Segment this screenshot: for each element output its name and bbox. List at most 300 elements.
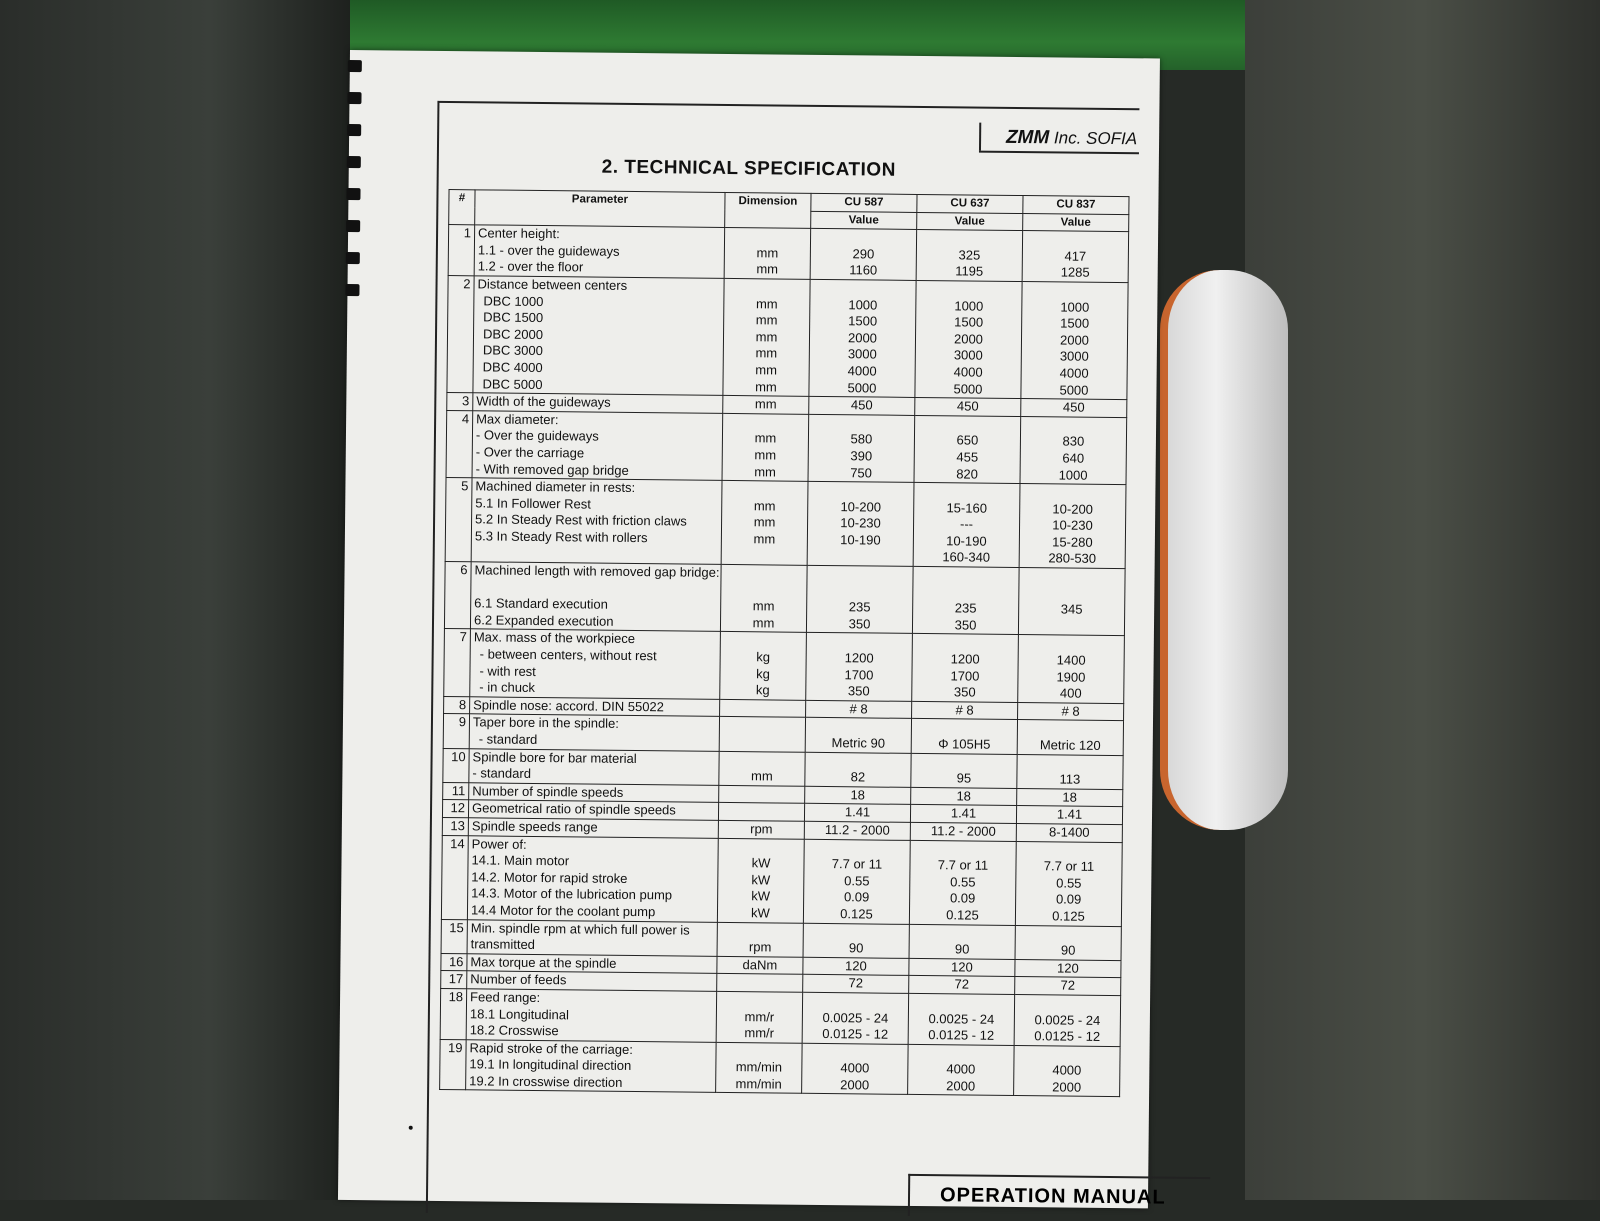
value-line: [808, 752, 907, 770]
value-line: [1025, 282, 1124, 300]
manual-page: [338, 50, 1166, 1209]
parameter-line: DBC 4000: [482, 359, 543, 375]
value-line: 10-190: [840, 532, 881, 548]
value-line: 1000: [1060, 299, 1090, 315]
value-cell: [915, 280, 1022, 398]
value-line: 1500: [1060, 315, 1090, 331]
row-number: 13: [442, 817, 468, 835]
table-row: [448, 225, 1128, 283]
row-number: 6: [444, 562, 471, 630]
value-line: 4000: [1052, 1062, 1082, 1078]
value-cell: [912, 634, 1019, 702]
value-line: [812, 415, 911, 433]
value-line: 345: [1060, 601, 1083, 617]
row-number: 10: [443, 748, 469, 782]
parameter-cell: [472, 411, 723, 481]
dimension-line: kW: [751, 905, 770, 921]
parameter-line: Width of the guideways: [476, 393, 611, 410]
value-line: 90: [954, 941, 970, 957]
value-cell: [1019, 484, 1126, 569]
dimension-line: mm: [754, 430, 777, 446]
value-line: 1000: [954, 297, 984, 314]
value-line: [915, 719, 1014, 737]
dimension-line: mm: [755, 312, 778, 328]
value-line: [811, 548, 910, 566]
value-cell: [805, 718, 911, 753]
table-row: [445, 478, 1126, 569]
dimension-cell: [718, 803, 804, 821]
dimension-line: mm/r: [744, 1025, 775, 1041]
value-line: 15-160: [946, 499, 988, 516]
value-line: 8-1400: [1049, 824, 1090, 840]
value-line: 235: [954, 600, 977, 616]
row-number: 18: [440, 988, 467, 1039]
parameter-line: Machined diameter in rests:: [475, 478, 636, 496]
row-number: 4: [446, 410, 473, 478]
row-number: 2: [447, 276, 474, 393]
footer-box: [908, 1174, 1210, 1219]
dimension-line: kW: [751, 855, 771, 871]
value-cell: [910, 805, 1016, 824]
parameter-cell: [468, 818, 718, 838]
value-line: 450: [850, 397, 873, 413]
table-row: [440, 988, 1120, 1046]
table-row: [440, 1039, 1120, 1097]
value-line: 750: [850, 464, 873, 480]
value-line: 0.0025 - 24: [928, 1010, 995, 1027]
value-line: 160-340: [942, 549, 991, 566]
parameter-cell: [473, 276, 724, 396]
parameter-line: Number of feeds: [470, 971, 567, 988]
parameter-line: - standard: [478, 731, 538, 747]
value-line: 1200: [844, 650, 874, 666]
value-cell: [806, 700, 912, 719]
value-cell: [802, 992, 909, 1044]
dimension-line: kg: [755, 682, 770, 698]
dimension-line: [723, 700, 802, 717]
parameter-line: 1.1 - over the guideways: [477, 242, 620, 259]
value-line: 10-230: [1052, 517, 1093, 534]
dimension-line: [722, 838, 801, 855]
dimension-line: [725, 481, 804, 498]
row-number: 7: [444, 629, 471, 697]
dimension-line: [722, 786, 801, 803]
value-line: 450: [1062, 399, 1085, 415]
value-line: [807, 923, 906, 941]
value-line: 0.55: [1056, 875, 1082, 891]
dimension-cell: [724, 228, 811, 280]
value-line: 2000: [1059, 332, 1090, 348]
parameter-line: Center height:: [478, 225, 560, 242]
value-line: 90: [1060, 942, 1076, 958]
value-line: [1022, 568, 1121, 586]
value-line: [808, 839, 907, 857]
parameter-line: Spindle nose: accord. DIN 55022: [473, 697, 665, 715]
value-line: 10-190: [946, 533, 987, 549]
parameter-cell: [473, 393, 723, 413]
value-line: [1019, 926, 1118, 944]
value-cell: [1015, 977, 1121, 996]
value-cell: [1014, 1045, 1121, 1097]
value-line: 455: [956, 449, 979, 465]
value-cell: [915, 398, 1021, 417]
header-parameter: Parameter: [475, 190, 725, 228]
dimension-line: mm: [752, 598, 775, 614]
value-line: 18: [956, 788, 972, 804]
value-line: 350: [953, 684, 976, 700]
value-cell: [1017, 788, 1123, 807]
value-line: [810, 633, 909, 651]
value-line: 11.2 - 2000: [930, 823, 996, 839]
parameter-line: - standard: [472, 765, 532, 782]
value-line: 4000: [1059, 365, 1089, 381]
dimension-cell: [717, 922, 803, 957]
value-cell: [909, 958, 1015, 977]
value-line: 0.09: [1055, 891, 1082, 908]
header-num: #: [449, 190, 475, 225]
value-line: 0.09: [843, 889, 870, 905]
value-line: 0.125: [946, 907, 979, 923]
dimension-line: mm: [753, 514, 776, 530]
dimension-line: [723, 734, 802, 751]
dimension-cell: [716, 1042, 803, 1094]
value-line: 90: [848, 940, 864, 956]
row-number: 12: [442, 800, 468, 818]
dimension-line: mm/min: [735, 1059, 783, 1075]
value-line: [1022, 618, 1121, 636]
dimension-line: [727, 279, 806, 296]
value-line: [805, 1044, 904, 1062]
dimension-line: kW: [751, 888, 771, 904]
value-line: 350: [954, 617, 977, 633]
spec-table: [439, 189, 1129, 1098]
value-line: 4000: [840, 1060, 870, 1076]
value-cell: [912, 566, 1019, 634]
value-line: 72: [954, 976, 970, 992]
dimension-line: mm: [755, 295, 778, 312]
value-line: 0.0025 - 24: [822, 1009, 889, 1026]
value-line: [811, 482, 910, 500]
value-line: Metric 120: [1039, 737, 1101, 753]
value-line: 113: [1059, 771, 1081, 787]
parameter-line: 1.2 - over the floor: [477, 258, 584, 275]
spec-table-body: [440, 225, 1129, 1097]
value-cell: [806, 565, 913, 633]
dimension-cell: [719, 717, 805, 752]
value-line: 0.125: [1052, 908, 1085, 924]
value-cell: [803, 839, 910, 924]
value-cell: [1015, 959, 1121, 978]
parameter-line: 6.1 Standard execution: [474, 595, 609, 612]
value-cell: [803, 957, 909, 976]
value-line: 325: [958, 247, 981, 263]
parameter-line: Geometrical ratio of spindle speeds: [471, 800, 676, 818]
value-cell: [1015, 925, 1121, 960]
dimension-cell: [717, 974, 803, 992]
parameter-line: transmitted: [470, 936, 536, 953]
parameter-cell: [467, 835, 718, 922]
value-cell: [913, 483, 1020, 568]
dimension-line: mm: [752, 615, 775, 631]
value-cell: [809, 279, 916, 397]
dimension-line: [725, 547, 804, 564]
dimension-line: mm: [756, 261, 779, 277]
value-line: 0.0125 - 12: [822, 1026, 889, 1042]
parameter-line: - with rest: [479, 663, 536, 679]
parameter-line: Rapid stroke of the carriage:: [469, 1039, 633, 1057]
value-line: [914, 841, 1013, 859]
dimension-line: [728, 228, 807, 245]
parameter-line: 18.2 Crosswise: [469, 1022, 559, 1039]
value-cell: [1017, 754, 1123, 789]
value-line: 15-280: [1052, 534, 1093, 550]
value-cell: [1017, 720, 1123, 755]
table-row: [447, 276, 1128, 400]
value-line: [806, 993, 905, 1011]
parameter-line: Max diameter:: [476, 411, 559, 427]
dimension-line: mm: [754, 447, 777, 463]
parameter-cell: [469, 714, 719, 751]
value-line: 820: [956, 465, 979, 482]
parameter-line: Power of:: [471, 835, 527, 852]
value-line: # 8: [1061, 703, 1080, 719]
dimension-line: [723, 752, 802, 769]
value-cell: [1015, 841, 1122, 926]
value-line: 10-200: [840, 498, 882, 515]
dimension-cell: [720, 699, 806, 717]
value-line: 350: [847, 683, 870, 699]
table-row: [446, 410, 1127, 484]
parameter-line: DBC 5000: [482, 375, 543, 392]
binding-ring: [347, 92, 361, 104]
dimension-cell: [720, 564, 807, 632]
dimension-cell: [717, 838, 804, 923]
value-cell: [810, 229, 917, 281]
value-line: 3000: [953, 347, 983, 363]
dimension-cell: [717, 956, 803, 974]
parameter-cell: [470, 562, 721, 632]
row-number: 9: [443, 714, 469, 748]
value-line: 0.0125 - 12: [928, 1027, 995, 1043]
company-brand: [1006, 127, 1137, 150]
parameter-line: - Over the carriage: [475, 444, 585, 461]
value-line: 1.41: [950, 805, 977, 821]
value-cell: [803, 975, 909, 994]
dimension-cell: [723, 396, 809, 414]
value-line: 1700: [844, 666, 874, 683]
value-line: 7.7 or 11: [937, 857, 989, 873]
dimension-cell: [716, 991, 803, 1043]
row-number: 19: [440, 1039, 467, 1090]
value-line: [1021, 720, 1120, 738]
binding-ring: [346, 252, 360, 264]
value-cell: [909, 840, 1016, 925]
value-cell: [1020, 416, 1127, 484]
row-number: 11: [443, 782, 469, 800]
value-line: [911, 1045, 1010, 1063]
brand-rest: Inc. SOFIA: [1049, 128, 1138, 149]
value-line: 5000: [1059, 381, 1089, 398]
value-line: 2000: [847, 329, 878, 346]
dimension-line: [724, 632, 803, 649]
value-line: 400: [1059, 685, 1082, 701]
value-line: 120: [1056, 960, 1079, 976]
value-cell: [802, 1043, 909, 1095]
value-line: [916, 567, 1015, 585]
parameter-line: Spindle speeds range: [471, 818, 598, 835]
dimension-line: [724, 565, 803, 582]
value-line: 280-530: [1048, 550, 1097, 567]
header-model: CU 587: [811, 193, 917, 212]
value-line: 1500: [848, 313, 878, 329]
dimension-line: [723, 717, 802, 734]
parameter-line: 19.1 In longitudinal direction: [469, 1056, 632, 1074]
value-line: 1285: [1060, 264, 1090, 281]
parameter-line: Max torque at the spindle: [470, 954, 617, 971]
value-line: 7.7 or 11: [831, 856, 883, 872]
value-line: 640: [1062, 450, 1085, 466]
background-right: [1245, 0, 1600, 1200]
value-cell: [803, 923, 909, 958]
dimension-line: [724, 582, 803, 599]
value-cell: [1021, 399, 1127, 418]
parameter-line: 5.1 In Follower Rest: [475, 495, 591, 512]
value-line: 18: [1062, 789, 1078, 805]
value-line: [810, 583, 909, 601]
dimension-line: daNm: [742, 956, 778, 973]
parameter-cell: [467, 971, 717, 991]
dimension-line: [721, 922, 800, 939]
value-line: 390: [850, 448, 873, 464]
value-line: Metric 90: [831, 735, 886, 751]
dimension-line: mm: [755, 345, 778, 361]
value-line: 235: [848, 599, 871, 615]
value-cell: [909, 924, 1015, 959]
value-line: 72: [1060, 977, 1076, 993]
dimension-line: [719, 1043, 798, 1060]
value-cell: [908, 993, 1015, 1045]
parameter-line: Number of spindle speeds: [472, 783, 624, 800]
value-cell: [809, 396, 915, 415]
value-cell: [911, 719, 1017, 754]
parameter-line: 14.4 Motor for the coolant pump: [470, 902, 656, 920]
parameter-line: - between centers, without rest: [479, 646, 657, 664]
brand-divider: [959, 122, 981, 150]
value-line: 4000: [953, 364, 983, 380]
value-line: [914, 754, 1013, 772]
parameter-line: Machined length with removed gap bridge:: [474, 562, 720, 580]
value-cell: [908, 1044, 1015, 1096]
value-line: 0.0125 - 12: [1034, 1028, 1101, 1045]
value-cell: [1016, 806, 1122, 825]
row-number: 5: [445, 478, 472, 562]
value-line: 0.09: [949, 890, 976, 906]
dimension-line: [720, 974, 799, 991]
value-cell: [912, 701, 1018, 720]
parameter-line: DBC 1500: [483, 309, 544, 326]
binding-ring: [345, 284, 359, 296]
value-cell: [1016, 823, 1122, 842]
value-line: 18: [850, 787, 866, 803]
parameter-cell: [474, 225, 725, 278]
value-line: 10-230: [840, 515, 881, 531]
value-line: 1.41: [844, 804, 871, 820]
value-line: [912, 994, 1011, 1012]
value-cell: [804, 804, 910, 823]
table-row: [444, 629, 1125, 703]
parameter-cell: [468, 800, 718, 820]
parameter-cell: [469, 748, 719, 785]
parameter-cell: [467, 953, 717, 973]
row-number: 1: [448, 225, 475, 276]
value-line: 650: [956, 432, 979, 448]
value-line: [1020, 755, 1119, 773]
value-line: 7.7 or 11: [1043, 858, 1095, 874]
value-line: 1700: [950, 667, 980, 684]
row-number: 3: [447, 393, 473, 411]
parameter-line: - in chuck: [479, 679, 536, 696]
row-number: 8: [444, 696, 470, 714]
value-line: [920, 230, 1019, 248]
value-line: [1022, 636, 1121, 654]
header-value: Value: [811, 211, 917, 230]
value-line: 72: [848, 975, 864, 991]
parameter-line: Feed range:: [470, 989, 541, 1005]
value-line: 290: [852, 246, 875, 262]
value-line: 2000: [1052, 1079, 1082, 1095]
value-line: [919, 281, 1018, 299]
parameter-line: Taper bore in the spindle:: [472, 714, 620, 732]
value-line: 4000: [946, 1061, 976, 1077]
value-line: 830: [1062, 433, 1085, 450]
value-line: 1000: [848, 296, 878, 313]
parameter-line: 5.3 In Steady Rest with rollers: [474, 528, 648, 546]
dimension-cell: [721, 481, 808, 566]
value-line: 0.0025 - 24: [1034, 1011, 1101, 1028]
value-cell: [1022, 231, 1129, 283]
dimension-cell: [722, 413, 809, 481]
value-line: [1020, 842, 1119, 860]
value-line: 2000: [840, 1077, 870, 1093]
value-line: 2000: [953, 331, 984, 347]
dimension-line: mm: [750, 768, 773, 784]
value-cell: [1021, 282, 1128, 400]
row-number: 14: [441, 835, 468, 919]
value-line: [814, 229, 913, 247]
parameter-line: - Over the guideways: [475, 427, 599, 444]
dimension-line: [720, 992, 799, 1009]
header-model: CU 837: [1023, 196, 1129, 215]
value-line: 1160: [849, 262, 878, 278]
binding-ring: [346, 188, 360, 200]
value-line: 3000: [1059, 348, 1089, 365]
value-cell: [806, 633, 913, 701]
header-value: Value: [917, 212, 1023, 231]
value-line: [810, 566, 909, 584]
parameter-line: 14.2. Motor for rapid stroke: [471, 869, 628, 886]
value-line: 120: [845, 957, 867, 974]
value-line: 2000: [946, 1078, 976, 1094]
value-line: [917, 483, 1016, 501]
dimension-cell: [723, 278, 810, 396]
dimension-line: [726, 414, 805, 431]
dimension-cell: [718, 820, 804, 838]
dimension-line: mm: [753, 497, 776, 514]
value-cell: [807, 481, 914, 566]
dimension-line: mm: [754, 463, 777, 479]
value-line: [916, 634, 1015, 652]
row-number: 16: [441, 953, 467, 971]
